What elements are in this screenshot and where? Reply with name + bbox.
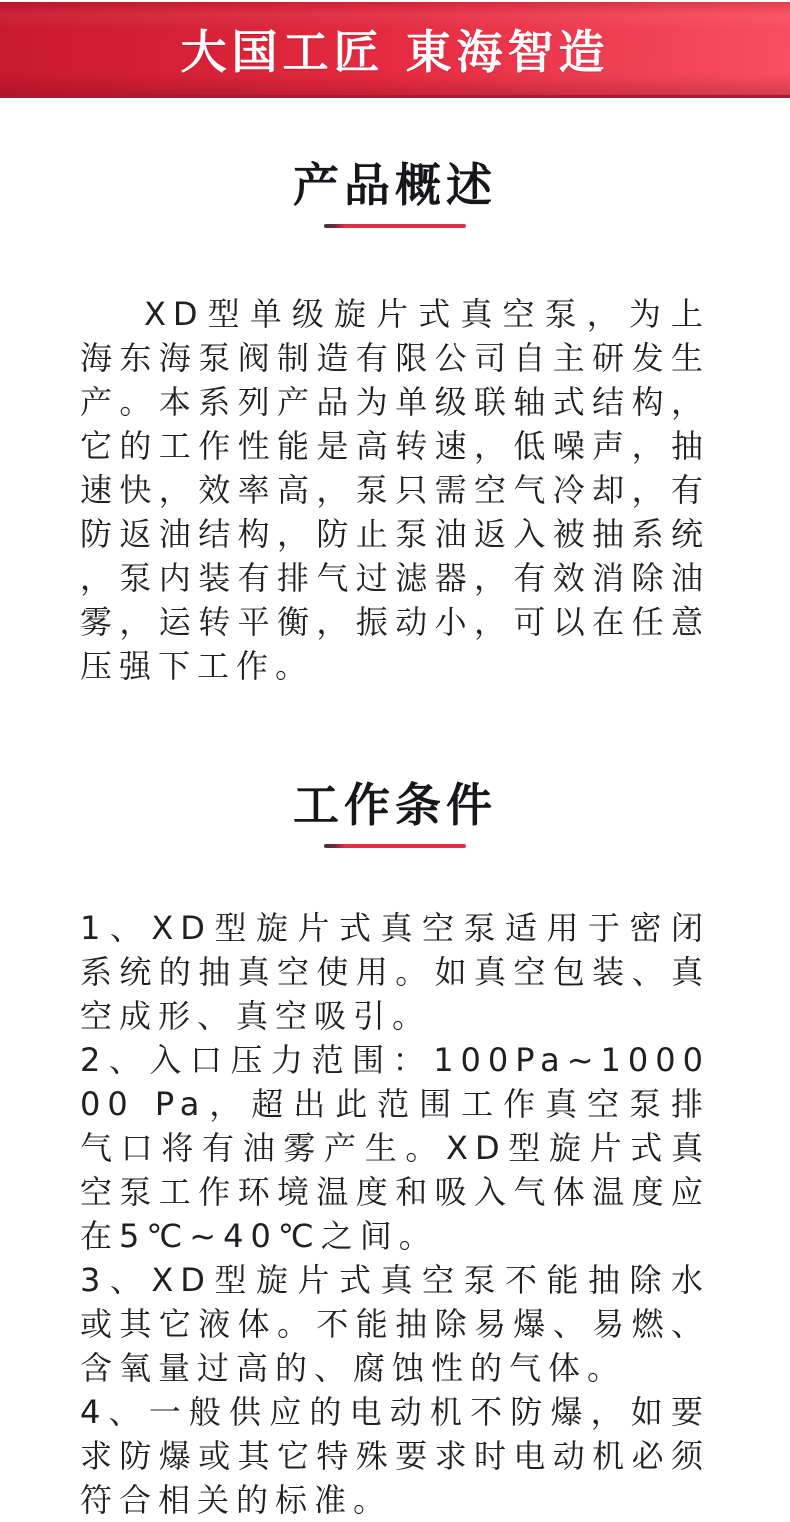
condition-item-3: 3、XD型旋片式真空泵不能抽除水或其它液体。不能抽除易爆、易燃、含氧量过高的、腐蚀性的气体。	[80, 1261, 710, 1387]
conditions-text-block	[80, 906, 710, 1522]
heading-underline	[324, 224, 466, 228]
condition-item-1: 1、XD型旋片式真空泵适用于密闭系统的抽真空使用。如真空包装、真空成形、真空吸引。	[80, 909, 710, 1035]
condition-item-2: 2、入口压力范围：100Pa~100000 Pa，超出此范围工作真空泵排气口将有油雾产生。XD型旋片式真空泵工作环境温度和吸入气体温度应在5℃~40℃之间。	[80, 1041, 710, 1255]
condition-item-4: 4、一般供应的电动机不防爆，如要求防爆或其它特殊要求时电动机必须符合相关的标准。	[80, 1393, 710, 1519]
overview-paragraph: XD型单级旋片式真空泵，为上海东海泵阀制造有限公司自主研发生产。本系列产品为单级联轴式结构，它的工作性能是高转速，低噪声，抽速快，效率高，泵只需空气冷却，有防返油结构，防止泵油返入被抽系统，泵内装有排气过滤器，有效消除油雾，运转平衡，振动小，可以在任意压强下工作。	[80, 295, 710, 685]
overview-text-block	[80, 292, 710, 688]
page	[0, 2, 790, 1519]
working-conditions-heading: 工作条件	[293, 778, 497, 832]
top-banner	[0, 2, 790, 98]
product-overview-heading: 产品概述	[293, 158, 497, 212]
banner-title: 大国工匠 東海智造	[180, 24, 610, 79]
heading-underline	[324, 844, 466, 848]
section-product-overview	[0, 156, 790, 688]
section-working-conditions	[0, 776, 790, 1522]
